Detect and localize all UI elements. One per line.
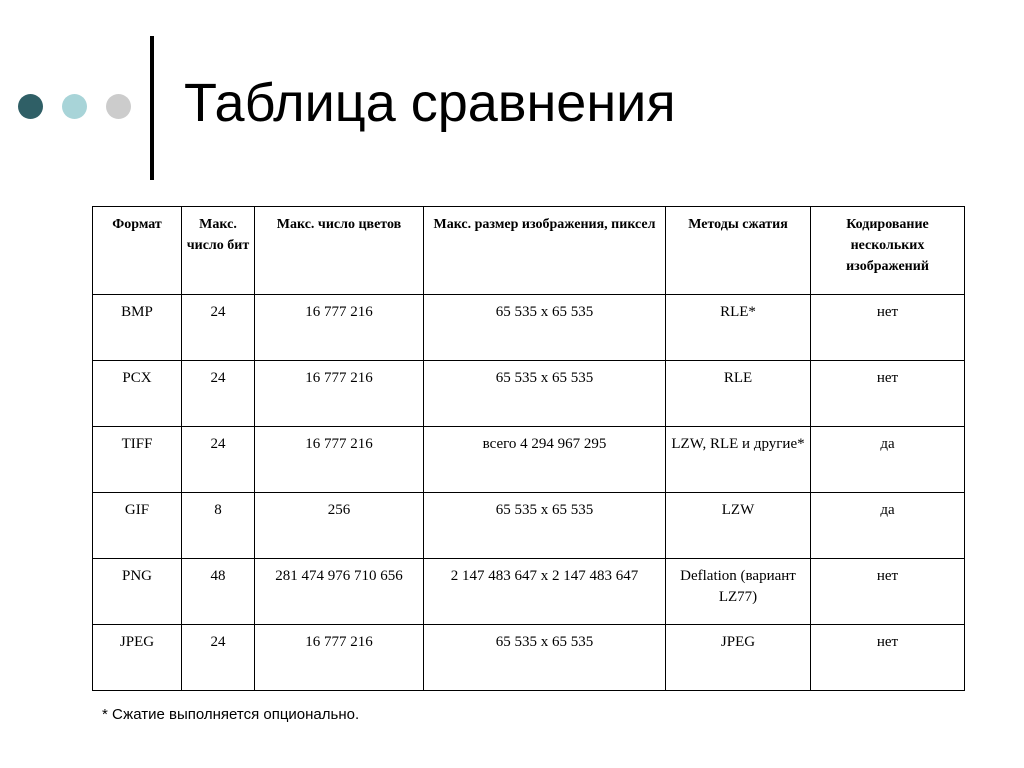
cell-max-bits: 24 [182, 427, 255, 493]
cell-max-colors: 16 777 216 [255, 295, 424, 361]
cell-format: PCX [93, 361, 182, 427]
cell-max-size: 2 147 483 647 x 2 147 483 647 [424, 559, 666, 625]
header-max-size: Макс. размер изображения, пиксел [424, 207, 666, 295]
cell-multi-image: нет [811, 295, 965, 361]
cell-compression: RLE* [666, 295, 811, 361]
header-max-colors: Макс. число цветов [255, 207, 424, 295]
cell-format: JPEG [93, 625, 182, 691]
dot-gray [106, 94, 131, 119]
table-header-row [93, 207, 965, 295]
cell-multi-image: нет [811, 625, 965, 691]
cell-max-colors: 16 777 216 [255, 625, 424, 691]
header-multi-image: Кодирование нескольких изображений [811, 207, 965, 295]
footnote: * Сжатие выполняется опционально. [102, 706, 360, 723]
cell-compression: LZW, RLE и другие* [666, 427, 811, 493]
table-row [93, 361, 965, 427]
cell-max-size: 65 535 x 65 535 [424, 625, 666, 691]
header-compression: Методы сжатия [666, 207, 811, 295]
cell-multi-image: нет [811, 559, 965, 625]
header-format: Формат [93, 207, 182, 295]
table-row [93, 625, 965, 691]
slide-title: Таблица сравнения [184, 73, 676, 133]
cell-max-bits: 48 [182, 559, 255, 625]
table-row [93, 295, 965, 361]
cell-multi-image: нет [811, 361, 965, 427]
cell-max-size: всего 4 294 967 295 [424, 427, 666, 493]
header-max-bits: Макс. число бит [182, 207, 255, 295]
cell-max-bits: 8 [182, 493, 255, 559]
comparison-table [92, 206, 965, 691]
cell-multi-image: да [811, 427, 965, 493]
cell-compression: LZW [666, 493, 811, 559]
cell-compression: Deflation (вариант LZ77) [666, 559, 811, 625]
table-row [93, 427, 965, 493]
cell-max-colors: 16 777 216 [255, 361, 424, 427]
cell-max-bits: 24 [182, 361, 255, 427]
dot-dark [18, 94, 43, 119]
title-divider [150, 36, 154, 180]
table-row [93, 493, 965, 559]
cell-max-size: 65 535 x 65 535 [424, 295, 666, 361]
table-row [93, 559, 965, 625]
cell-format: PNG [93, 559, 182, 625]
cell-format: GIF [93, 493, 182, 559]
cell-max-colors: 281 474 976 710 656 [255, 559, 424, 625]
cell-max-size: 65 535 x 65 535 [424, 361, 666, 427]
cell-format: TIFF [93, 427, 182, 493]
cell-compression: RLE [666, 361, 811, 427]
cell-max-bits: 24 [182, 295, 255, 361]
decorative-dots [18, 94, 138, 120]
cell-max-bits: 24 [182, 625, 255, 691]
cell-multi-image: да [811, 493, 965, 559]
cell-format: BMP [93, 295, 182, 361]
cell-max-colors: 16 777 216 [255, 427, 424, 493]
cell-max-colors: 256 [255, 493, 424, 559]
cell-max-size: 65 535 x 65 535 [424, 493, 666, 559]
dot-light-teal [62, 94, 87, 119]
cell-compression: JPEG [666, 625, 811, 691]
